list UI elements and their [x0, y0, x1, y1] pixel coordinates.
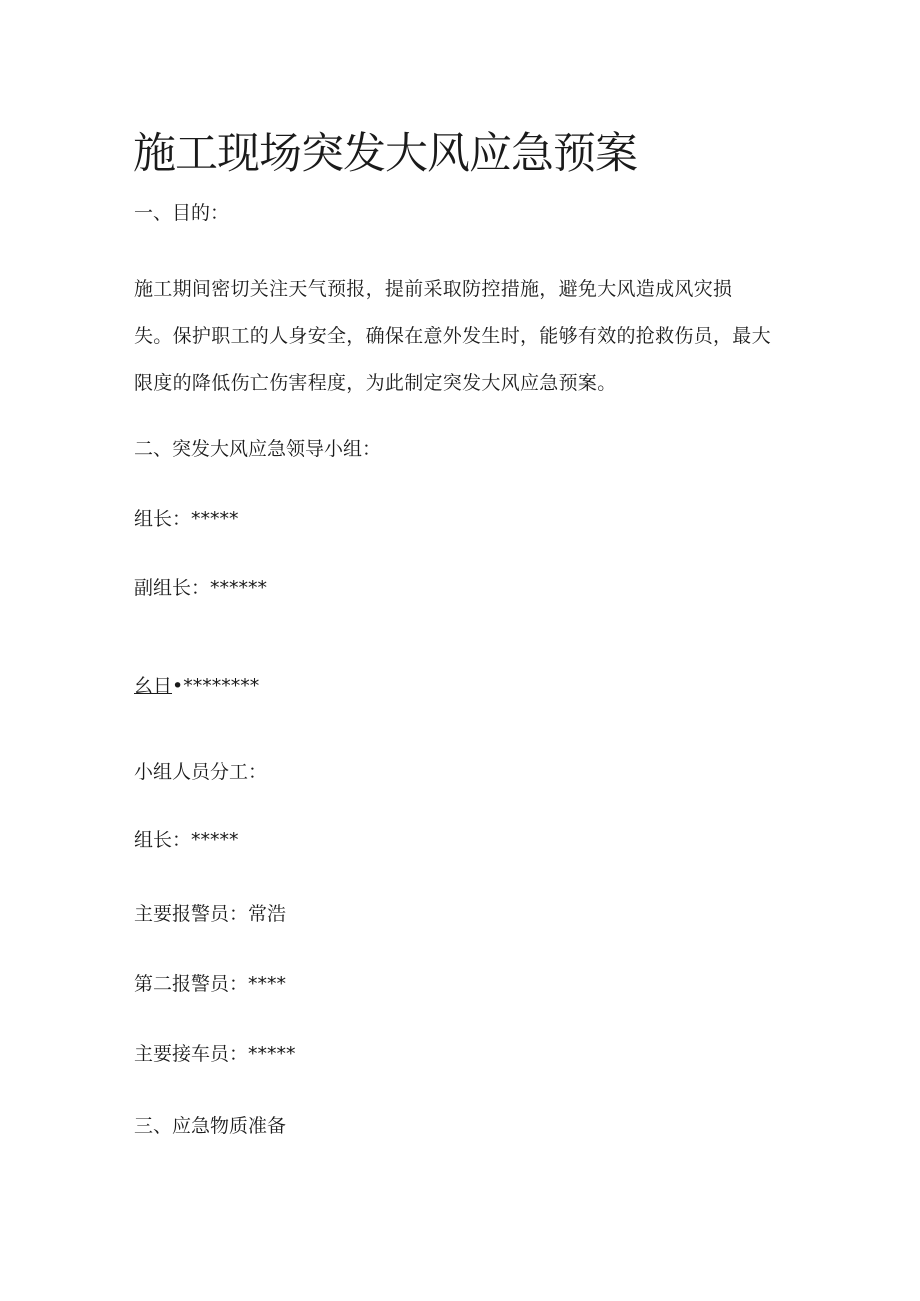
member-line: [134, 673, 259, 699]
division-heading: 小组人员分工：: [134, 761, 268, 783]
member-label: 幺日: [134, 675, 173, 697]
main-receiver-line: 主要接车员：*****: [134, 1043, 296, 1065]
vice-leader-line: 副组长：******: [134, 577, 268, 599]
paragraph-line: 施工期间密切关注天气预报，提前采取防控措施，避免大风造成风灾损: [134, 278, 733, 300]
section-1-heading: 一、目的：: [134, 202, 230, 224]
leader-line: 组长：*****: [134, 508, 239, 530]
document-title: 施工现场突发大风应急预案: [133, 129, 637, 179]
section-2-heading: 二、突发大风应急领导小组：: [134, 438, 382, 460]
member-value: •********: [172, 675, 260, 697]
section-3-heading: 三、应急物质准备: [134, 1115, 287, 1137]
main-alarm-line: 主要报警员：常浩: [134, 903, 287, 925]
section-1-paragraph: [134, 266, 789, 407]
paragraph-line: 失。保护职工的人身安全，确保在意外发生时，能够有效的抢救伤员，最大: [134, 325, 771, 347]
second-alarm-line: 第二报警员：****: [134, 973, 287, 995]
paragraph-line: 限度的降低伤亡伤害程度，为此制定突发大风应急预案。: [134, 372, 617, 394]
division-leader-line: 组长：*****: [134, 829, 239, 851]
